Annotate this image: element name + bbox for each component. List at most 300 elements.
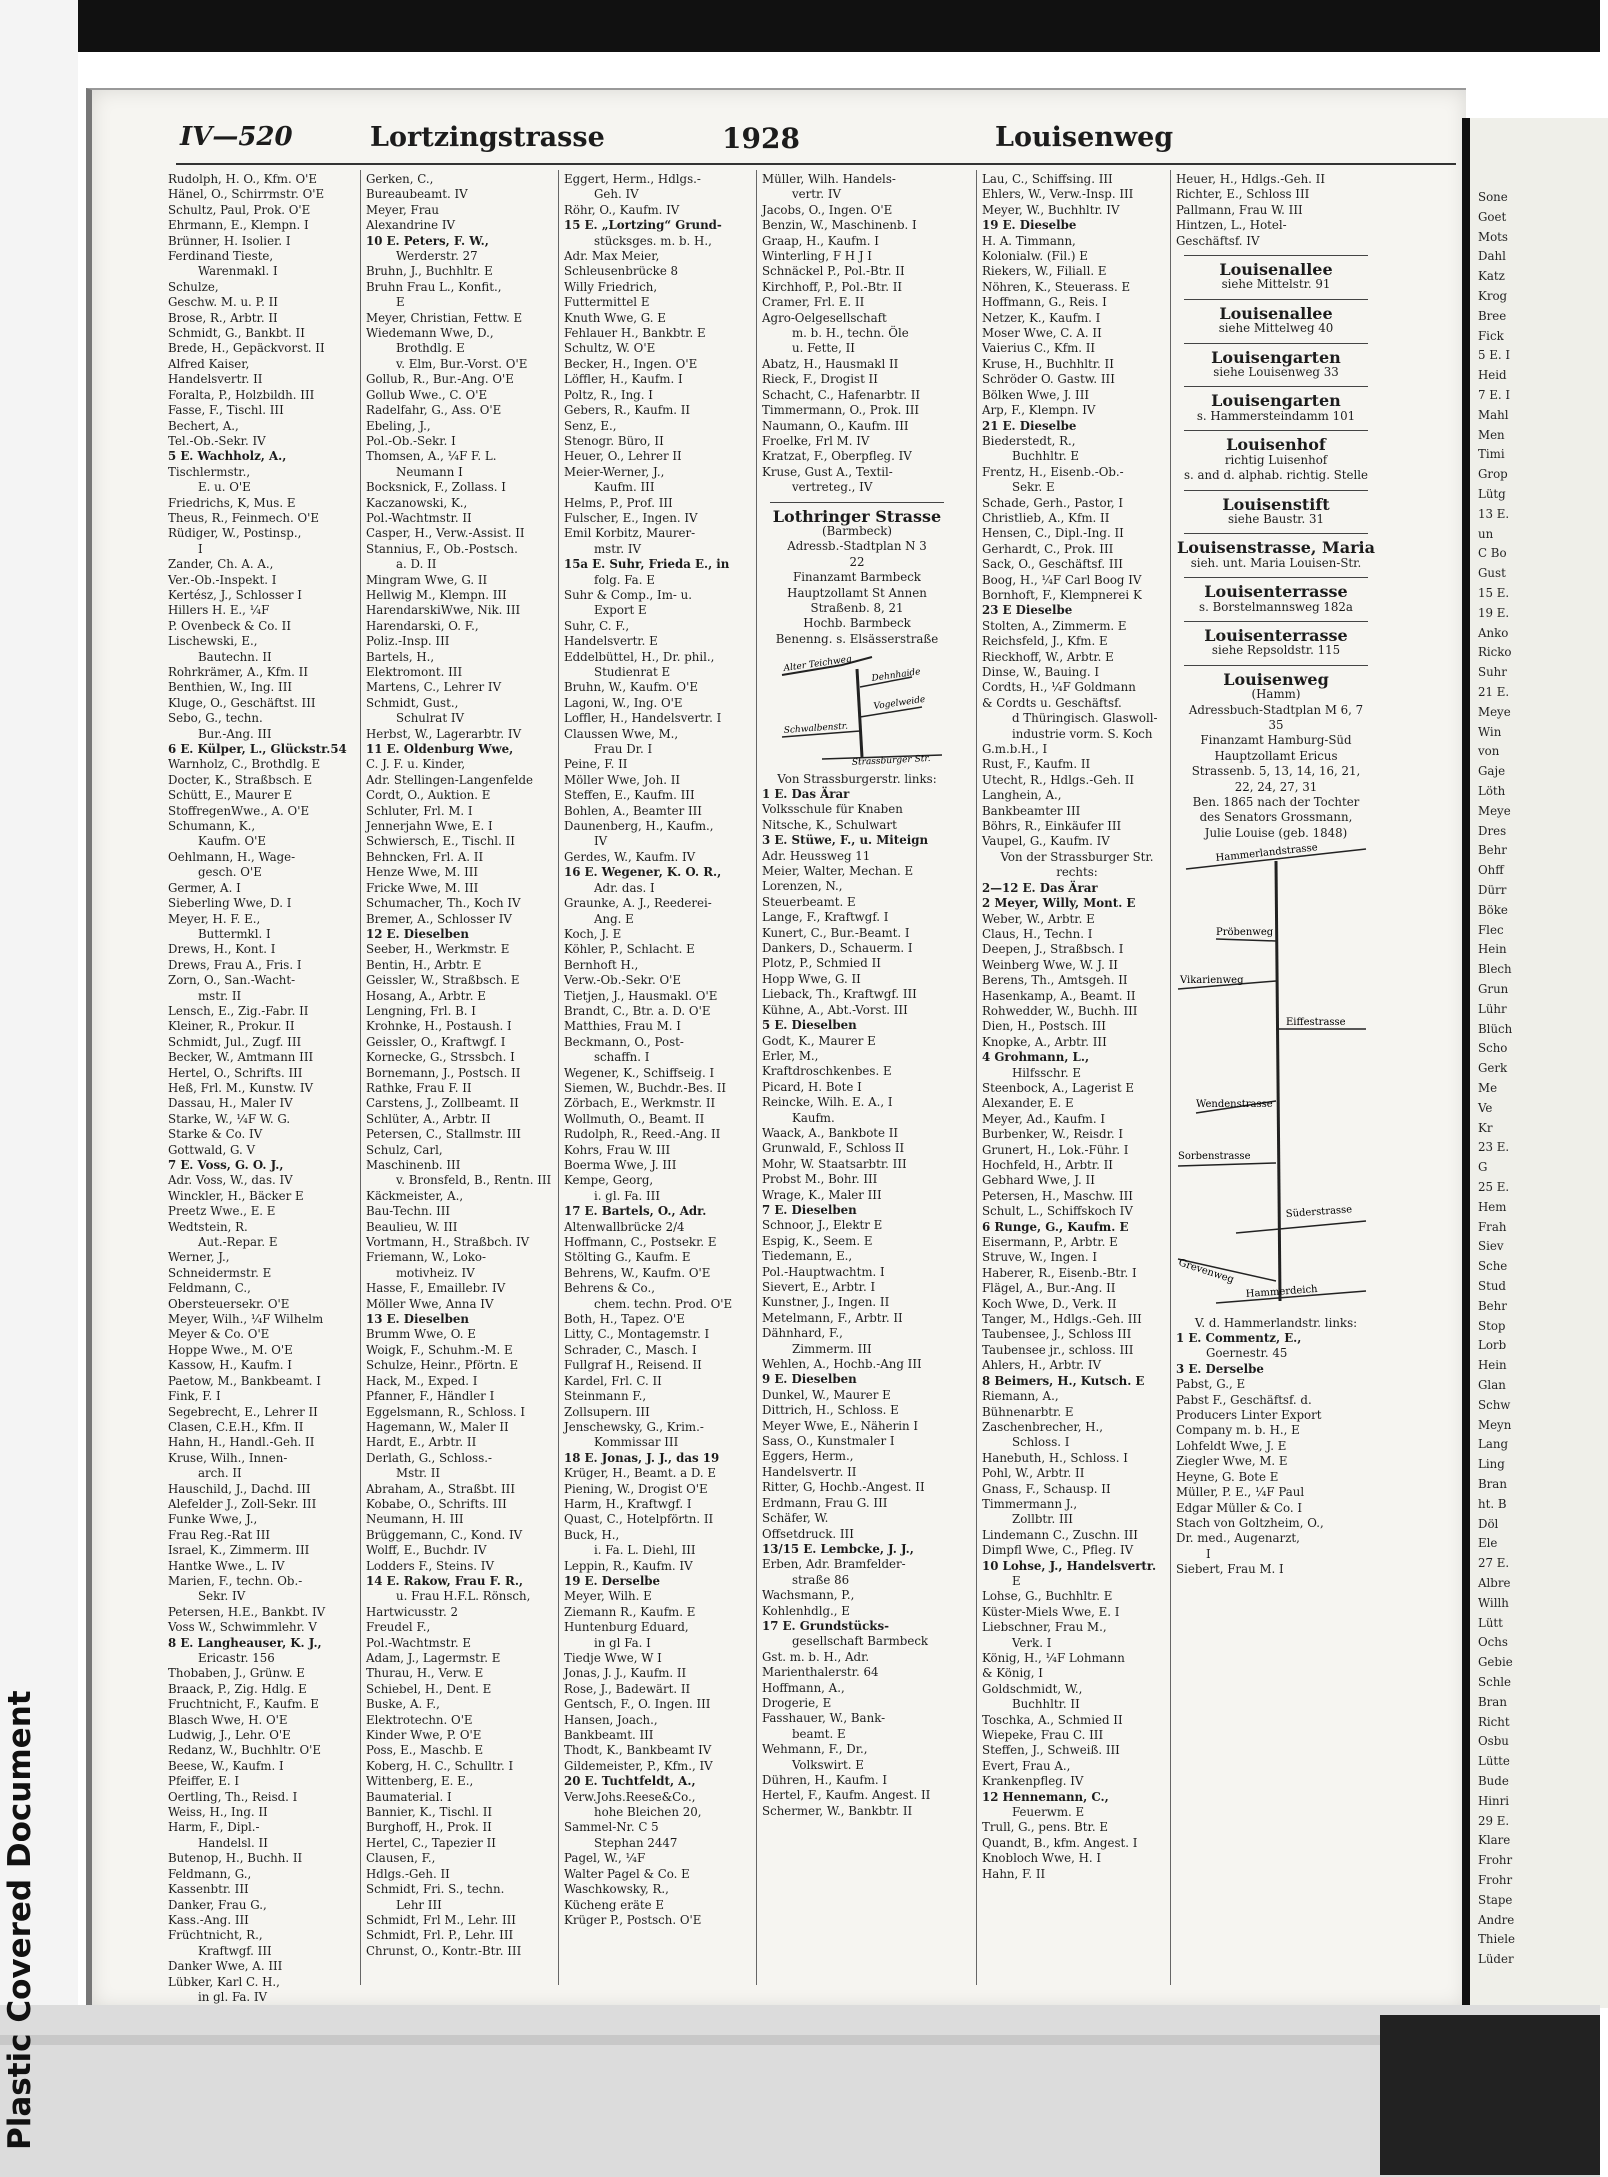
house-number-entry: 8 Beimers, H., Kutsch. E — [982, 1373, 1145, 1388]
resident-entry: Benzin, W., Maschinenb. I — [762, 218, 917, 233]
resident-entry: Hoppe Wwe., M. O'E — [168, 1342, 293, 1357]
strip-entry: Heid — [1478, 368, 1507, 383]
page-number: IV—520 — [180, 122, 293, 152]
map-street-label: Grevenweg — [1177, 1257, 1236, 1286]
entry-continuation: Brothdlg. E — [396, 341, 465, 356]
resident-entry: Zollsupern. III — [564, 1404, 650, 1419]
resident-entry: Schmidt, Frl. P., Lehr. III — [366, 1928, 514, 1943]
house-number-entry: 3 E. Stüwe, F., u. Miteign — [762, 833, 929, 848]
house-number-entry: 12 E. Dieselben — [366, 926, 469, 941]
resident-entry: Radelfahr, G., Ass. O'E — [366, 403, 502, 418]
resident-entry: Kass.-Ang. III — [168, 1912, 249, 1927]
strip-entry: Frohr — [1478, 1873, 1513, 1887]
resident-entry: Hauschild, J., Dachd. III — [168, 1481, 311, 1496]
resident-entry: Hack, M., Exped. I — [366, 1373, 478, 1388]
entry-continuation: vertr. IV — [792, 187, 842, 202]
street-info: Hauptzollamt Ericus — [1214, 748, 1338, 763]
entry-continuation: Stephan 2447 — [594, 1835, 678, 1850]
resident-entry: Wollmuth, O., Beamt. II — [564, 1111, 705, 1126]
entry-continuation: Schloss. I — [1012, 1435, 1070, 1450]
resident-entry: Pallmann, Frau W. III — [1176, 202, 1303, 217]
resident-entry: Rust, F., Kaufm. II — [982, 757, 1091, 772]
resident-entry: Stannius, F., Ob.-Postsch. — [366, 541, 518, 556]
resident-entry: Hänel, O., Schirrmstr. O'E — [168, 187, 325, 202]
resident-entry: Helms, P., Prof. III — [564, 495, 673, 510]
street-info: Adressb.-Stadtplan N 3 — [787, 539, 927, 554]
resident-entry: Knobloch Wwe, H. I — [982, 1851, 1102, 1866]
resident-entry: König, H., ¼F Lohmann — [982, 1651, 1125, 1665]
strip-entry: 27 E. — [1478, 1556, 1510, 1571]
resident-entry: Schade, Gerh., Pastor, I — [982, 495, 1124, 510]
map-road — [1236, 1221, 1366, 1233]
resident-entry: Eddelbüttel, H., Dr. phil., — [564, 649, 715, 664]
resident-entry: Riekers, W., Filiall. E — [982, 264, 1107, 279]
resident-entry: Meyer, Wilh., ¼F Wilhelm — [168, 1312, 324, 1327]
resident-entry: Ferdinand Tieste, — [168, 249, 274, 264]
resident-entry: Suhr, C. F., — [564, 618, 630, 633]
resident-entry: Hertel, O., Schrifts. III — [168, 1065, 303, 1080]
resident-entry: Wehmann, F., Dr., — [762, 1742, 868, 1757]
street-info: sieh. unt. Maria Louisen-Str. — [1190, 555, 1362, 570]
resident-entry: Edgar Müller & Co. I — [1176, 1500, 1303, 1515]
resident-entry: Schrader, C., Masch. I — [564, 1342, 697, 1357]
strip-entry: 19 E. — [1478, 605, 1510, 620]
resident-entry: Kraftdroschkenbes. E — [762, 1064, 892, 1079]
resident-entry: Harendarski, O. F., — [366, 618, 479, 633]
street-info: 22 — [849, 554, 865, 569]
resident-entry: Schnäckel P., Pol.-Btr. II — [762, 264, 905, 279]
resident-entry: Eggelsmann, R., Schloss. I — [366, 1404, 525, 1419]
resident-entry: Geissler, W., Straßbsch. E — [366, 973, 520, 988]
strip-entry: Ele — [1478, 1536, 1498, 1551]
map-street-label: Strassburger Str. — [851, 754, 931, 769]
resident-entry: Emil Korbitz, Maurer- — [564, 526, 696, 541]
resident-entry: Danker Wwe, A. III — [168, 1959, 283, 1974]
house-number-entry: 23 E Dieselbe — [982, 603, 1073, 618]
resident-entry: Hintzen, L., Hotel- — [1176, 218, 1287, 233]
resident-entry: Sass, O., Kunstmaler I — [762, 1434, 895, 1449]
resident-entry: Struve, W., Ingen. I — [982, 1250, 1098, 1265]
strip-entry: Goet — [1478, 209, 1507, 224]
resident-entry: Seeber, H., Werkmstr. E — [366, 942, 510, 957]
resident-entry: Rohwedder, W., Buchh. III — [982, 1003, 1138, 1018]
resident-entry: Dunkel, W., Maurer E — [762, 1387, 891, 1402]
strip-entry: G — [1478, 1160, 1488, 1175]
entry-continuation: Neumann I — [396, 464, 463, 479]
resident-entry: Pol.-Wachtmstr. II — [366, 510, 472, 525]
resident-entry: Reichsfeld, J., Kfm. E — [982, 634, 1108, 649]
resident-entry: Metelmann, F., Arbtr. II — [762, 1310, 903, 1325]
bottom-right-shadow — [1380, 2015, 1600, 2175]
strip-entry: Sone — [1478, 190, 1508, 204]
resident-entry: Henze Wwe, M. III — [366, 865, 479, 880]
strip-entry: Ohff — [1478, 863, 1504, 878]
resident-entry: Tietjen, J., Hausmakl. O'E — [564, 988, 718, 1003]
resident-entry: Clausen, F., — [366, 1851, 436, 1866]
resident-entry: Bremer, A., Schlosser IV — [366, 911, 512, 926]
house-number-entry: 15 E. „Lortzing“ Grund- — [564, 218, 722, 233]
resident-entry: Casper, H., Verw.-Assist. II — [366, 526, 525, 541]
resident-entry: Rieckhoff, W., Arbtr. E — [982, 649, 1114, 664]
resident-entry: Rudolph, R., Reed.-Ang. II — [564, 1127, 721, 1142]
strip-entry: Siev — [1478, 1239, 1504, 1254]
resident-entry: Fruchtnicht, F., Kaufm. E — [168, 1697, 319, 1712]
resident-entry: Danker, Frau G., — [168, 1897, 267, 1912]
lothringer-street-map — [762, 647, 962, 767]
resident-entry: Schmidt, Fri. S., techn. — [366, 1882, 505, 1897]
resident-entry: Kolonialw. (Fil.) E — [982, 249, 1088, 264]
column-divider — [976, 170, 977, 1985]
resident-entry: Thomsen, A., ¼F F. L. — [366, 449, 497, 464]
strip-entry: Ve — [1478, 1100, 1493, 1115]
column-divider — [756, 170, 757, 1985]
street-info: des Senators Grossmann, — [1199, 810, 1353, 825]
house-number-entry: 18 E. Jonas, J. J., das 19 — [564, 1450, 720, 1465]
resident-entry: Bartels, H., — [366, 649, 435, 664]
house-number-entry: 7 E. Voss, G. O. J., — [168, 1158, 284, 1172]
resident-entry: Lischewski, E., — [168, 634, 258, 649]
strip-entry: Meye — [1478, 704, 1511, 719]
resident-entry: Frentz, H., Eisenb.-Ob.- — [982, 464, 1124, 479]
street-info: Julie Louise (geb. 1848) — [1204, 825, 1348, 840]
strip-entry: 23 E. — [1478, 1140, 1510, 1155]
entry-continuation: Buchhltr. II — [1012, 1697, 1080, 1712]
strip-entry: Klare — [1478, 1833, 1511, 1848]
resident-entry: Neumann, H. III — [366, 1512, 464, 1527]
resident-entry: Lodders F., Steins. IV — [366, 1558, 494, 1573]
resident-entry: Kohrs, Frau W. III — [564, 1142, 671, 1157]
page-header — [180, 122, 1460, 162]
strip-entry: 21 E. — [1478, 685, 1510, 699]
strip-entry: Kr — [1478, 1120, 1493, 1135]
resident-entry: Probst M., Bohr. III — [762, 1172, 878, 1187]
resident-entry: Schröder O. Gastw. III — [982, 372, 1115, 387]
street-info: Finanzamt Hamburg-Süd — [1200, 733, 1352, 748]
resident-entry: Maschinenb. III — [366, 1158, 461, 1172]
map-street-label: Vogelweide — [873, 695, 926, 713]
resident-entry: Schumacher, Th., Koch IV — [366, 896, 521, 911]
resident-entry: Sebo, G., techn. — [168, 711, 263, 726]
street-info: 35 — [1268, 717, 1284, 732]
resident-entry: Wiepeke, Frau C. III — [982, 1728, 1104, 1743]
resident-entry: Rose, J., Badewärt. II — [564, 1681, 691, 1696]
resident-entry: Poss, E., Maschb. E — [366, 1743, 484, 1758]
resident-entry: Willy Friedrich, — [564, 279, 658, 294]
resident-entry: Hellwig M., Klempn. III — [366, 587, 507, 602]
strip-entry: Willh — [1478, 1595, 1509, 1610]
entry-continuation: in gl. Fa. IV — [198, 1989, 268, 2004]
heading-rule — [1184, 255, 1368, 256]
resident-entry: Thobaben, J., Grünw. E — [168, 1666, 305, 1681]
resident-entry: Segebrecht, E., Lehrer II — [168, 1404, 318, 1419]
resident-entry: Blasch Wwe, H. O'E — [168, 1712, 288, 1727]
resident-entry: Gollub Wwe., C. O'E — [366, 387, 488, 402]
resident-entry: Alexander, E. E — [982, 1096, 1074, 1111]
resident-entry: Meyer, Ad., Kaufm. I — [982, 1111, 1106, 1126]
resident-entry: Brede, H., Gepäckvorst. II — [168, 341, 325, 356]
entry-continuation: vertreteg., IV — [792, 480, 873, 495]
resident-entry: Lohse, G., Buchhltr. E — [982, 1589, 1113, 1604]
heading-rule — [1184, 533, 1368, 534]
resident-entry: Bureaubeamt. IV — [366, 187, 468, 202]
resident-entry: Kassow, H., Kaufm. I — [168, 1358, 292, 1373]
resident-entry: Petersen, H., Maschw. III — [982, 1188, 1133, 1203]
resident-entry: Benthien, W., Ing. III — [168, 680, 293, 695]
strip-entry: Lang — [1478, 1437, 1509, 1452]
entry-continuation: u. Frau H.F.L. Rönsch, — [396, 1589, 531, 1604]
resident-entry: Lau, C., Schiffsing. III — [982, 172, 1113, 186]
strip-entry: Gerk — [1478, 1061, 1508, 1076]
resident-entry: Kunstner, J., Ingen. II — [762, 1295, 890, 1310]
resident-entry: Brumm Wwe, O. E — [366, 1327, 476, 1342]
strip-entry: Osbu — [1478, 1734, 1509, 1749]
resident-entry: Claus, H., Techn. I — [982, 926, 1093, 941]
resident-entry: Behrens, W., Kaufm. O'E — [564, 1265, 711, 1280]
resident-entry: Abatz, H., Hausmakl II — [762, 356, 899, 371]
resident-entry: P. Ovenbeck & Co. II — [168, 618, 291, 633]
entry-continuation: Ang. E — [594, 911, 634, 926]
resident-entry: Kirchhoff, P., Pol.-Btr. II — [762, 279, 903, 294]
resident-entry: Christlieb, A., Kfm. II — [982, 510, 1110, 525]
resident-entry: Heß, Frl. M., Kunstw. IV — [168, 1080, 313, 1095]
street-info: s. and d. alphab. richtig. Stelle — [1183, 468, 1369, 483]
resident-entry: Netzer, K., Kaufm. I — [982, 310, 1101, 325]
right-street-title: Louisenweg — [995, 122, 1174, 153]
resident-entry: Sievert, E., Arbtr. I — [762, 1280, 876, 1294]
resident-entry: Krankenpfleg. IV — [982, 1774, 1084, 1789]
resident-entry: Reincke, Wilh. E. A., I — [762, 1095, 893, 1110]
resident-entry: Schultz, Paul, Prok. O'E — [168, 202, 311, 217]
resident-entry: Schluter, Frl. M. I — [366, 803, 473, 818]
resident-entry: Israel, K., Zimmerm. III — [168, 1543, 310, 1558]
resident-entry: Gst. m. b. H., Adr. — [762, 1649, 870, 1664]
resident-entry: Zorn, O., San.-Wacht- — [168, 973, 296, 988]
house-number-entry: 10 E. Peters, F. W., — [366, 233, 489, 248]
resident-entry: Hansen, Joach., — [564, 1712, 658, 1727]
resident-entry: Schulz, Carl, — [366, 1142, 443, 1157]
resident-entry: Weber, W., Arbtr. E — [982, 911, 1095, 926]
house-number-entry: 13/15 E. Lembcke, J. J., — [762, 1541, 914, 1556]
heading-rule — [1184, 299, 1368, 300]
resident-entry: Wachsmann, P., — [762, 1588, 855, 1603]
resident-entry: Schäfer, W. — [762, 1511, 829, 1526]
plastic-covered-label: Plastic Covered Document — [2, 1690, 38, 2150]
resident-entry: Cordt, O., Auktion. E — [366, 788, 491, 803]
column-divider — [558, 170, 559, 1985]
strip-entry: Dahl — [1478, 249, 1506, 264]
resident-entry: Schiebel, H., Dent. E — [366, 1681, 492, 1696]
resident-entry: Krüger P., Postsch. O'E — [564, 1912, 702, 1927]
resident-entry: Kratzat, F., Oberpfleg. IV — [762, 449, 912, 464]
resident-entry: Pabst, G., E — [1176, 1377, 1246, 1392]
street-info: Ben. 1865 nach der Tochter — [1192, 795, 1360, 809]
entry-continuation: hohe Bleichen 20, — [594, 1805, 702, 1820]
resident-entry: Bankbeamt. III — [564, 1728, 654, 1743]
resident-entry: Kruse, Gust A., Textil- — [762, 464, 893, 479]
strip-entry: 7 E. I — [1478, 388, 1511, 402]
resident-entry: Lensch, E., Zig.-Fabr. II — [168, 1003, 309, 1018]
entry-continuation: v. Bronsfeld, B., Rentn. III — [396, 1173, 552, 1188]
resident-entry: Harm, H., Kraftwgf. I — [564, 1496, 692, 1511]
strip-entry: Schle — [1478, 1675, 1512, 1689]
resident-entry: Steffen, J., Schweiß. III — [982, 1743, 1120, 1758]
resident-entry: Dien, H., Postsch. III — [982, 1019, 1106, 1034]
resident-entry: Rüdiger, W., Postinsp., — [168, 526, 302, 541]
resident-entry: Buske, A. F., — [366, 1697, 440, 1712]
strip-entry: Win — [1478, 724, 1502, 739]
resident-entry: Eggers, Herm., — [762, 1449, 854, 1464]
resident-entry: Bohlen, A., Beamter III — [564, 803, 702, 818]
resident-entry: Hoffmann, A., — [762, 1680, 845, 1695]
resident-entry: Feldmann, C., — [168, 1281, 251, 1296]
resident-entry: Fehlauer H., Bankbtr. E — [564, 326, 706, 341]
resident-entry: Bocksnick, F., Zollass. I — [366, 480, 506, 495]
resident-entry: Boog, H., ¼F Carl Boog IV — [982, 572, 1142, 587]
strip-entry: Blüch — [1478, 1021, 1513, 1036]
street-info: s. Hammersteindamm 101 — [1196, 408, 1356, 423]
strip-entry: Gust — [1478, 566, 1506, 581]
resident-entry: Hosang, A., Arbtr. E — [366, 988, 486, 1003]
resident-entry: Agro-Oelgesellschaft — [762, 310, 887, 325]
resident-entry: Bentin, H., Arbtr. E — [366, 957, 482, 972]
resident-entry: Piening, W., Drogist O'E — [564, 1481, 708, 1496]
resident-entry: Schacht, C., Hafenarbtr. II — [762, 387, 921, 402]
heading-rule — [1184, 430, 1368, 431]
entry-continuation: Sekr. E — [1012, 480, 1055, 495]
entry-continuation: i. gl. Fa. III — [594, 1188, 660, 1203]
house-number-entry: 16 E. Wegener, K. O. R., — [564, 865, 722, 880]
resident-entry: Grunwald, F., Schloss II — [762, 1141, 905, 1156]
resident-entry: Daunenberg, H., Kaufm., — [564, 819, 714, 834]
house-number-entry: 17 E. Bartels, O., Adr. — [564, 1204, 707, 1219]
resident-entry: Siebert, Frau M. I — [1176, 1562, 1284, 1577]
resident-entry: Beaulieu, W. III — [366, 1219, 458, 1234]
resident-entry: Hahn, H., Handl.-Geh. II — [168, 1435, 315, 1450]
strip-entry: Anko — [1478, 625, 1509, 640]
column-divider — [360, 170, 361, 1985]
strip-entry: un — [1478, 526, 1494, 541]
column-3 — [564, 172, 754, 1982]
resident-entry: Eggert, Herm., Hdlgs.- — [564, 172, 701, 186]
resident-entry: Freudel F., — [366, 1620, 431, 1635]
entry-continuation: gesellschaft Barmbeck — [792, 1634, 929, 1649]
resident-entry: Foralta, P., Holzbildh. III — [168, 387, 315, 402]
resident-entry: Steenbock, A., Lagerist E — [982, 1080, 1135, 1095]
resident-entry: Walter Pagel & Co. E — [564, 1866, 690, 1881]
entry-continuation: Lehr III — [396, 1897, 442, 1912]
resident-entry: Trull, G., pens. Btr. E — [982, 1820, 1108, 1835]
resident-entry: Geschäftsf. IV — [1176, 233, 1260, 248]
resident-entry: Wehlen, A., Hochb.-Ang III — [762, 1357, 922, 1372]
resident-entry: Abraham, A., Straßbt. III — [366, 1481, 515, 1496]
resident-entry: Zander, Ch. A. A., — [168, 557, 274, 572]
strip-entry: Hem — [1478, 1199, 1507, 1214]
resident-entry: Bruhn, J., Buchhltr. E — [366, 264, 493, 279]
strip-entry: Ochs — [1478, 1635, 1508, 1650]
resident-entry: Langhein, A., — [982, 788, 1062, 803]
resident-entry: Tiedemann, E., — [762, 1249, 853, 1264]
entry-continuation: straße 86 — [792, 1572, 850, 1587]
map-road — [1216, 939, 1276, 941]
resident-entry: Dimpfl Wwe, C., Pfleg. IV — [982, 1543, 1134, 1558]
house-number-entry: 19 E. Derselbe — [564, 1573, 661, 1588]
street-heading: Lothringer Strasse — [772, 506, 942, 526]
house-number-entry: 6 E. Külper, L., Glückstr.54 — [168, 742, 347, 757]
house-number-entry: 21 E. Dieselbe — [982, 418, 1077, 433]
resident-entry: Dühren, H., Kaufm. I — [762, 1773, 888, 1787]
resident-entry: Köhler, P., Schlacht. E — [564, 942, 695, 957]
resident-entry: Dassau, H., Maler IV — [168, 1096, 293, 1111]
map-street-label: Alter Teichweg — [783, 654, 853, 675]
entry-continuation: Buttermkl. I — [198, 926, 271, 941]
entry-continuation: Zollbtr. III — [1012, 1512, 1073, 1527]
strip-entry: Richt — [1478, 1714, 1510, 1729]
resident-entry: Alefelder J., Zoll-Sekr. III — [168, 1496, 317, 1511]
resident-entry: Obersteuersekr. O'E — [168, 1296, 290, 1311]
map-street-label: Sorbenstrasse — [1178, 1151, 1251, 1163]
entry-continuation: Verk. I — [1012, 1635, 1052, 1650]
strip-entry: Lütte — [1478, 1754, 1510, 1769]
entry-continuation: I — [1206, 1546, 1211, 1561]
entry-continuation: Zimmerm. III — [792, 1341, 872, 1356]
resident-entry: Schmidt, G., Bankbt. II — [168, 326, 305, 341]
resident-entry: Kruse, Wilh., Innen- — [168, 1450, 288, 1465]
entry-continuation: Bur.-Ang. III — [198, 726, 272, 741]
resident-entry: Suhr & Comp., Im- u. — [564, 587, 692, 602]
street-info: Von der Strassburger Str. — [1000, 849, 1154, 864]
resident-entry: Fullgraf H., Reisend. II — [564, 1358, 702, 1373]
resident-entry: Kaczanowski, K., — [366, 495, 468, 510]
resident-entry: Huntenburg Eduard, — [564, 1620, 689, 1635]
resident-entry: Heuer, H., Hdlgs.-Geh. II — [1176, 172, 1326, 186]
resident-entry: Früchtnicht, R., — [168, 1928, 263, 1943]
entry-continuation: d Thüringisch. Glaswoll- — [1012, 711, 1158, 726]
resident-entry: Erdmann, Frau G. III — [762, 1495, 888, 1510]
resident-entry: Baumaterial. I — [366, 1789, 452, 1804]
resident-entry: Hardt, E., Arbtr. II — [366, 1435, 477, 1450]
resident-entry: Bankbeamter III — [982, 803, 1081, 818]
resident-entry: Bornemann, J., Postsch. II — [366, 1065, 521, 1080]
strip-entry: C Bo — [1478, 546, 1507, 561]
resident-entry: Kinder Wwe, P. O'E — [366, 1728, 482, 1743]
resident-entry: Koch Wwe, D., Verk. II — [982, 1296, 1117, 1311]
resident-entry: Boerma Wwe, J. III — [564, 1158, 677, 1172]
street-info: (Barmbeck) — [821, 523, 893, 538]
resident-entry: Arp, F., Klempn. IV — [982, 403, 1096, 418]
street-heading: Louisenweg — [1223, 669, 1329, 689]
entry-continuation: mstr. IV — [594, 541, 642, 556]
resident-entry: Theus, R., Feinmech. O'E — [168, 510, 320, 525]
resident-entry: Fink, F. I — [168, 1389, 221, 1404]
entry-continuation: chem. techn. Prod. O'E — [594, 1296, 733, 1311]
entry-continuation: I — [198, 541, 203, 556]
entry-continuation: E. u. O'E — [198, 480, 251, 495]
resident-entry: Zaschenbrecher, H., — [982, 1419, 1104, 1434]
resident-entry: Leppin, R., Kaufm. IV — [564, 1558, 693, 1573]
resident-entry: Schermer, W., Bankbtr. II — [762, 1803, 913, 1818]
column-4 — [762, 172, 952, 1982]
street-heading: Louisenstrasse, Maria — [1177, 538, 1375, 558]
resident-entry: Werner, J., — [168, 1250, 230, 1265]
resident-entry: Nitsche, K., Schulwart — [762, 817, 897, 832]
resident-entry: Taubensee, J., Schloss III — [982, 1327, 1132, 1342]
strip-entry: Hein — [1478, 942, 1507, 957]
resident-entry: Müller, P. E., ¼F Paul — [1176, 1485, 1305, 1500]
house-number-entry: 4 Grohmann, L., — [982, 1050, 1090, 1065]
street-info: siehe Mittelweg 40 — [1218, 321, 1334, 336]
resident-entry: Schütt, E., Maurer E — [168, 788, 293, 803]
strip-entry: Döl — [1478, 1516, 1499, 1531]
